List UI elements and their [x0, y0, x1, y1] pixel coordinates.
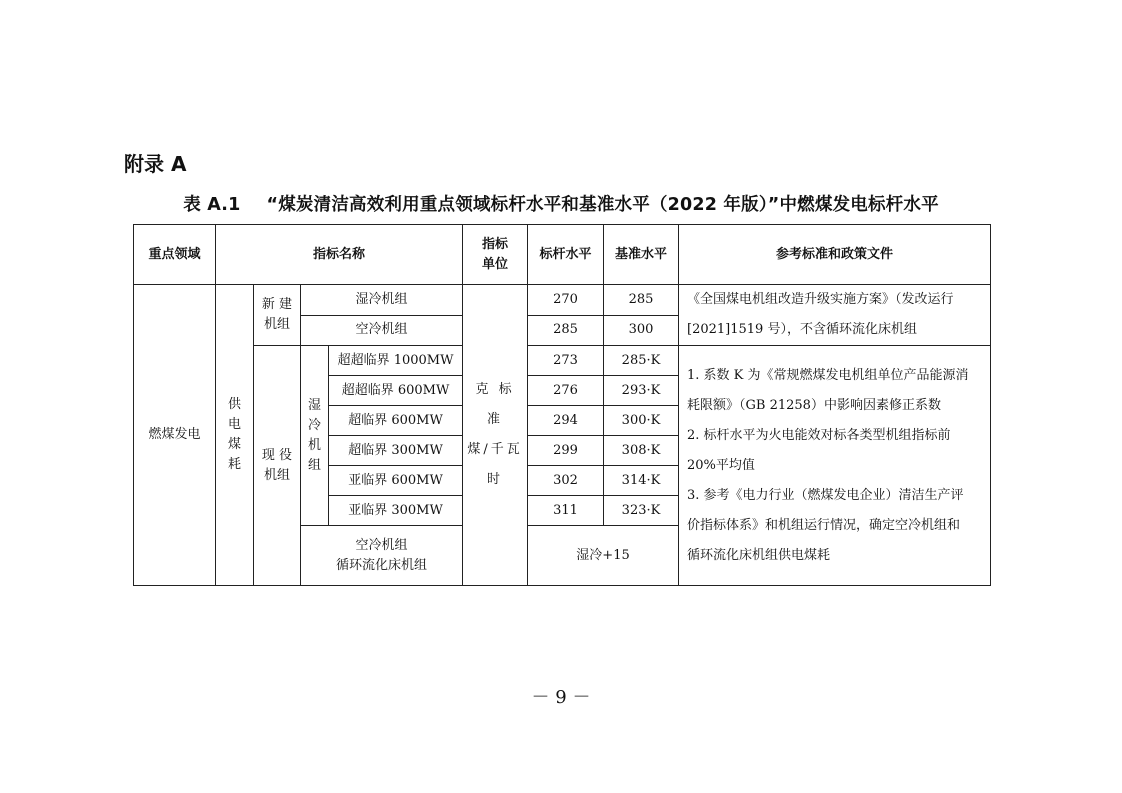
reference-line: [2021]1519 号），不含循环流化床机组: [687, 322, 917, 337]
reference-line: 循环流化床机组供电煤耗: [687, 547, 831, 563]
table-caption: [0, 191, 1122, 216]
new-units-line1: 新 建: [261, 297, 293, 312]
benchmark-value: 273: [528, 346, 604, 376]
aircool-value: 湿冷+15: [528, 526, 679, 586]
reference-line: 价指标体系》和机组运行情况，确定空冷机组和: [687, 517, 961, 533]
unit-line: 时: [487, 472, 504, 487]
header-unit-line1: 指标: [482, 236, 509, 252]
reference-line: 20%平均值: [687, 457, 755, 473]
indicator-char: 煤: [227, 437, 241, 452]
aircool-line2: 循环流化床机组: [336, 557, 428, 573]
baseline-value: 308·K: [604, 436, 679, 466]
reference-line: 耗限额》（GB 21258）中影响因素修正系数: [687, 397, 941, 413]
header-row: [134, 225, 991, 285]
aircool-line1: 空冷机组: [355, 537, 408, 553]
wet-char: 冷: [307, 417, 321, 433]
reference-line: 1. 系数 K 为《常规燃煤发电机组单位产品能源消: [687, 367, 969, 383]
new-units-cell: [254, 285, 301, 346]
reference-cell-new-units: [679, 285, 991, 346]
baseline-value: 300: [604, 315, 679, 346]
table-caption-text: “煤炭清洁高效利用重点领域标杆水平和基准水平（2022 年版）”中燃煤发电标杆水平: [266, 195, 939, 215]
unit-type-name: 超超临界 600MW: [329, 376, 463, 406]
page-number: － 9 －: [531, 687, 591, 708]
benchmark-value: 302: [528, 466, 604, 496]
aircool-cfb-cell: [301, 526, 463, 586]
appendix-title: 附录 A: [124, 152, 187, 176]
indicator-char: 电: [227, 417, 241, 432]
baseline-value: 285: [604, 285, 679, 316]
indicator-vertical-cell: [216, 285, 254, 586]
benchmark-value: 270: [528, 285, 604, 316]
indicator-char: 供: [227, 397, 241, 412]
benchmark-table: [133, 224, 991, 586]
unit-type-name: 亚临界 600MW: [329, 466, 463, 496]
unit-line: 克 标 准: [475, 382, 515, 427]
unit-type-name: 空冷机组: [301, 315, 463, 346]
unit-cell: [463, 285, 528, 586]
header-baseline: 基准水平: [604, 225, 679, 285]
reference-line: 《全国煤电机组改造升级实施方案》（发改运行: [687, 292, 954, 307]
header-domain: 重点领域: [134, 225, 216, 285]
table-caption-label: 表 A.1: [183, 195, 241, 215]
benchmark-value: 311: [528, 496, 604, 526]
baseline-value: 285·K: [604, 346, 679, 376]
benchmark-value: 285: [528, 315, 604, 346]
active-units-line1: 现 役: [261, 447, 293, 463]
header-reference: 参考标准和政策文件: [679, 225, 991, 285]
table-row: [134, 285, 991, 316]
unit-type-name: 超临界 600MW: [329, 406, 463, 436]
wet-char: 湿: [307, 397, 321, 413]
reference-line: 3. 参考《电力行业（燃煤发电企业）清洁生产评: [687, 487, 964, 503]
unit-type-name: 湿冷机组: [301, 285, 463, 316]
header-indicator-name: 指标名称: [216, 225, 463, 285]
benchmark-value: 294: [528, 406, 604, 436]
wet-cooled-vertical-cell: [301, 346, 329, 526]
benchmark-value: 276: [528, 376, 604, 406]
unit-type-name: 超临界 300MW: [329, 436, 463, 466]
unit-line: 煤/千瓦: [467, 442, 523, 457]
unit-type-name: 亚临界 300MW: [329, 496, 463, 526]
active-units-line2: 机组: [263, 467, 290, 483]
active-units-cell: [254, 346, 301, 586]
header-benchmark: 标杆水平: [528, 225, 604, 285]
baseline-value: 300·K: [604, 406, 679, 436]
wet-char: 组: [307, 457, 321, 473]
domain-cell: 燃煤发电: [134, 285, 216, 586]
new-units-line2: 机组: [263, 317, 290, 332]
header-unit-line2: 单位: [482, 256, 509, 272]
reference-line: 2. 标杆水平为火电能效对标各类型机组指标前: [687, 427, 951, 443]
reference-cell-active-units: [679, 346, 991, 586]
unit-type-name: 超超临界 1000MW: [329, 346, 463, 376]
header-unit: [463, 225, 528, 285]
baseline-value: 323·K: [604, 496, 679, 526]
baseline-value: 293·K: [604, 376, 679, 406]
wet-char: 机: [307, 437, 321, 453]
benchmark-value: 299: [528, 436, 604, 466]
indicator-char: 耗: [227, 457, 241, 472]
table-row: [134, 346, 991, 376]
baseline-value: 314·K: [604, 466, 679, 496]
